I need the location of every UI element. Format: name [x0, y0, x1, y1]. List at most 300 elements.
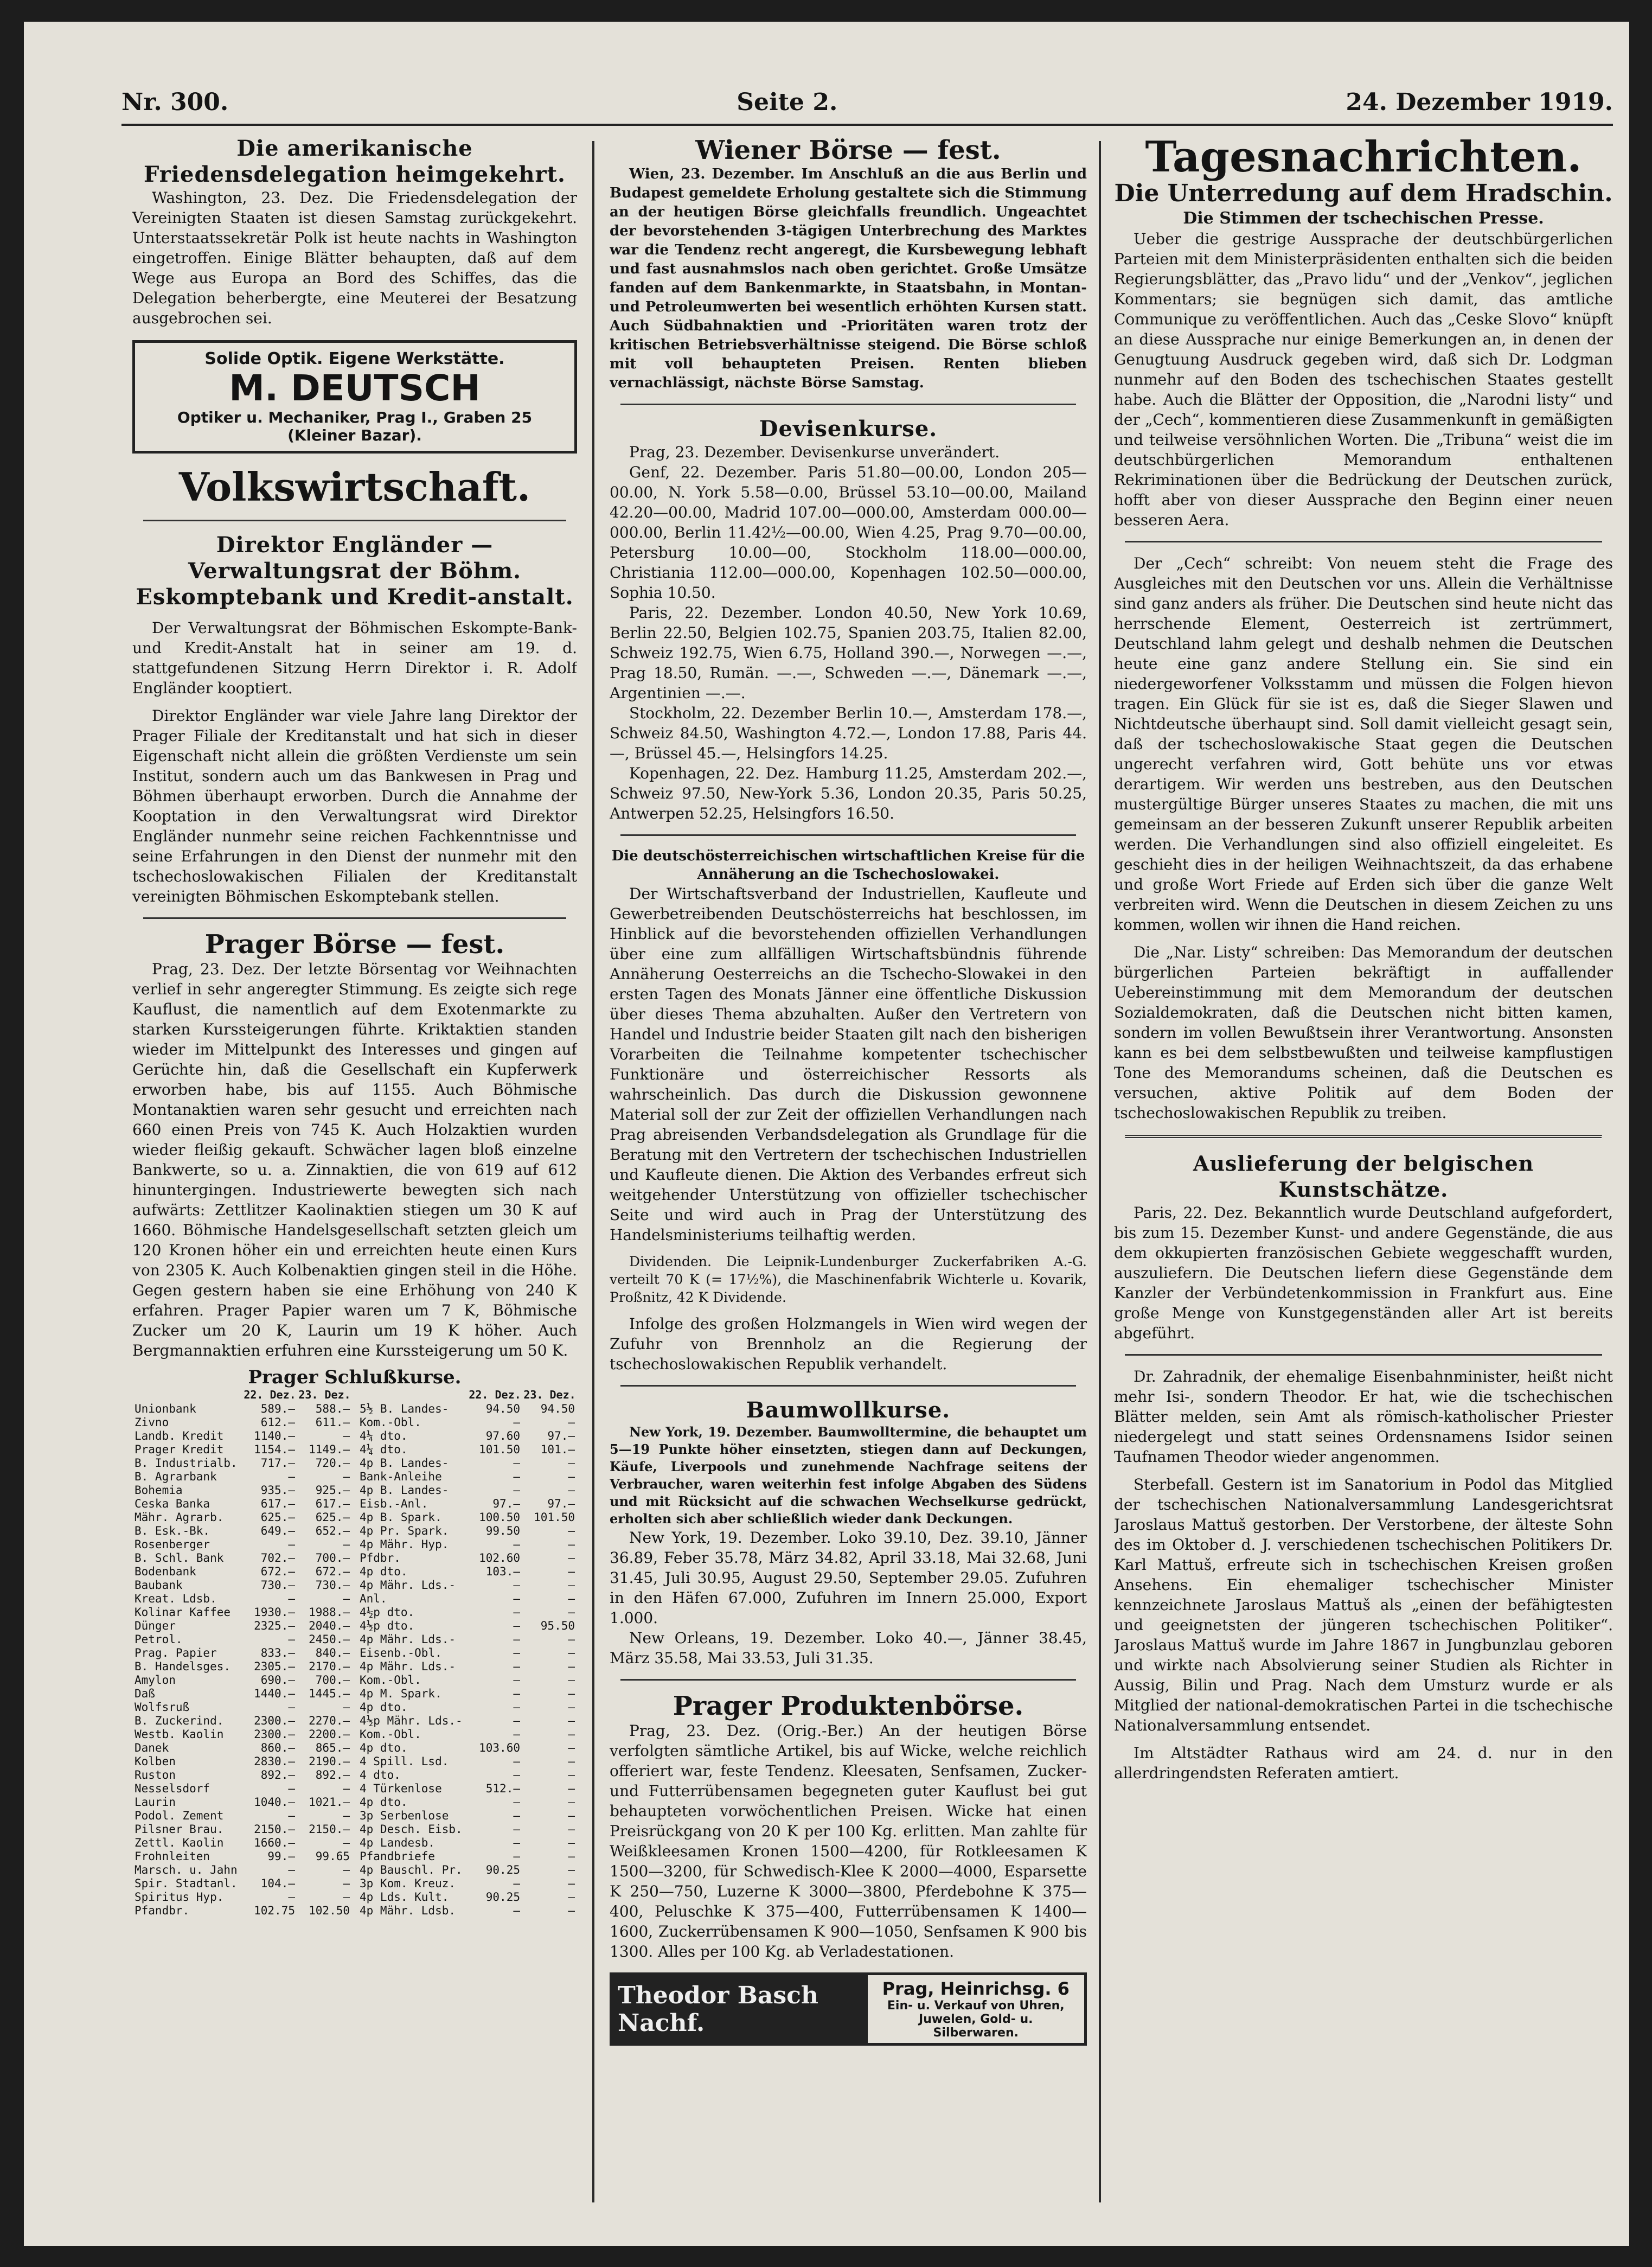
security-name: Nesselsdorf	[135, 1782, 210, 1795]
kurse-row	[132, 1402, 352, 1416]
security-price: —	[288, 1470, 295, 1483]
security-price: —	[513, 1457, 520, 1470]
security-price: —	[513, 1619, 520, 1632]
kurse-row	[357, 1768, 577, 1782]
kurse-row	[357, 1416, 577, 1429]
security-name: 4½p dto.	[360, 1606, 415, 1619]
security-price: 702.—	[260, 1551, 295, 1564]
article-paragraph: Ueber die gestrige Aussprache der deutschbürgerlichen Parteien mit dem Ministerpräsidenten enthalten sich die beiden Regierungsblätter, das „Pravo lidu“ und der „Venkov“, jeglichen Kommentars; sie begnügen sich damit, das amtliche Communique zu veröffentlichen. Auch das „Ceske Slovo“ knüpft an diese Aussprache nur einige Bemerkungen an, in denen der Genugtuung Ausdruck gegeben wird, daß sich Dr. Lodgman nunmehr auf den Boden des tschechischen Staates gestellt habe. Auch die Blätter der Opposition, die „Narodni listy“ und der „Cech“, kommentieren diese Zusammenkunft in gemäßigten und teilweise versöhnlichen Worten. Die „Tribuna“ weist die im deutschbürgerlichen Memorandum enthaltenen Rekriminationen über die Bedrückung der Deutschen zurück, hofft aber von dieser Aussprache den Beginn einer neuen besseren Aera.	[1114, 230, 1613, 529]
security-price: 625.—	[260, 1511, 295, 1524]
security-price: —	[568, 1823, 575, 1836]
kurse-row	[132, 1579, 352, 1592]
column-2	[610, 136, 1087, 2197]
security-name: Pfdbr.	[360, 1551, 401, 1564]
security-price: —	[513, 1416, 520, 1429]
security-price: —	[288, 1809, 295, 1822]
security-name: Frohnleiten	[135, 1850, 210, 1863]
kurse-row	[132, 1660, 352, 1674]
article-paragraph: Genf, 22. Dezember. Paris 51.80—00.00, London 205—00.00, N. York 5.58—0.00, Brüssel 53.10—00.00, Mailand 42.20—00.00, Madrid 107.00—000.00, Amsterdam 000.00—000.00, Berlin 11.42½—00.00, Wien 4.25, Prag 9.70—00.00, Petersburg 10.00—00, Stockholm 118.00—000.00, Christiania 112.00—000.00, Kopenhagen 102.50—000.00, Sophia 10.50.	[610, 463, 1087, 602]
article-title: Devisenkurse.	[759, 416, 938, 442]
security-price: 1660.—	[254, 1836, 295, 1849]
security-price: —	[288, 1701, 295, 1714]
page-header	[121, 80, 1613, 126]
security-price: —	[343, 1782, 350, 1795]
security-name: Baubank	[135, 1579, 183, 1592]
kurse-row	[357, 1565, 577, 1579]
article-paragraph: Der Verwaltungsrat der Böhmischen Eskompte-Bank- und Kredit-Anstalt hat in seiner am 19. d. stattgefundenen Sitzung Herrn Direktor i. R. Adolf Engländer kooptiert.	[132, 619, 577, 697]
security-price: —	[568, 1687, 575, 1700]
security-price: 101.50	[479, 1443, 520, 1456]
article-paragraph: New Orleans, 19. Dezember. Loko 40.—, Jänner 38.45, März 35.58, Mai 33.53, Juli 31.35.	[610, 1629, 1087, 1667]
security-price: 589.—	[260, 1402, 295, 1415]
security-price: 1440.—	[254, 1687, 295, 1700]
security-price: —	[513, 1701, 520, 1714]
ad-name: Theodor Basch Nachf.	[612, 1975, 868, 2043]
security-name: Marsch. u. Jahn	[135, 1863, 238, 1876]
security-price: 717.—	[260, 1457, 295, 1470]
security-price: 2830.—	[254, 1755, 295, 1768]
security-price: —	[568, 1633, 575, 1646]
security-name: Bank-Anleihe	[360, 1470, 442, 1483]
security-price: —	[568, 1796, 575, 1809]
divider	[1125, 1135, 1602, 1139]
kurse-row	[132, 1850, 352, 1863]
kurse-row	[357, 1402, 577, 1416]
security-price: —	[513, 1850, 520, 1863]
security-price: 1154.—	[254, 1443, 295, 1456]
security-name: 4p Mähr. Lds.-	[360, 1633, 456, 1646]
kurse-row	[132, 1904, 352, 1918]
security-name: 4p B. Landes-	[360, 1484, 449, 1497]
security-name: 4p dto.	[360, 1741, 408, 1754]
kurse-row	[132, 1741, 352, 1755]
security-price: —	[288, 1891, 295, 1904]
security-price: 2170.—	[309, 1660, 350, 1673]
kurse-row	[357, 1579, 577, 1592]
security-price: 95.50	[540, 1619, 575, 1632]
security-price: 2300.—	[254, 1728, 295, 1741]
kurse-table-left	[132, 1388, 352, 1918]
article-title: Auslieferung der belgischen Kunstschätze.	[1193, 1151, 1534, 1202]
security-price: 833.—	[260, 1646, 295, 1659]
security-name: Laurin	[135, 1796, 176, 1809]
article-title: Direktor Engländer — Verwaltungsrat der Böhm. Eskomptebank und Kredit-anstalt.	[136, 532, 574, 610]
kurse-row	[357, 1741, 577, 1755]
article-paragraph: Sterbefall. Gestern ist im Sanatorium in Podol das Mitglied der tschechischen Nationalversammlung Landesgerichtsrat Jaroslaus Mattuš gestorben. Der Verstorbene, der älteste Sohn des im Oktober d. J. verschiedenen tschechischen Politikers Dr. Karl Mattuš, erfreute sich in tschechischen Kreisen großen Ansehens. Ein ehemaliger tschechischer Minister kennzeichnete Jaroslaus Mattuš als „einen der befähigtesten und geeignetsten der jüngeren tschechischen Politiker“. Jaroslaus Mattuš wurde im Jahre 1867 in Jungbunzlau geboren und wirkte nach Absolvierung seiner Studien als Richter in Aussig, Bilin und Prag. Nach dem Umsturz wurde er als Mitglied der national-demokratischen Partei in die tschechische Nationalversammlung entsendet.	[1114, 1476, 1613, 1734]
prager-schlusskurse	[132, 1367, 577, 1918]
security-name: B. Handelsges.	[135, 1660, 231, 1673]
security-price: —	[568, 1457, 575, 1470]
article-paragraph: Die „Nar. Listy“ schreiben: Das Memorandum der deutschen bürgerlichen Parteien bekräftigt in auffallender Uebereinstimmung mit dem Memorandum der deutschen Sozialdemokraten, daß die Deutschen nicht bitten kamen, sondern im vollen Bewußtsein ihrer Verantwortung. Ansonsten kann es bei dem selbstbewußten und teilweise kampflustigen Tone des Memorandums scheinen, daß die Deutschen es versuchen, aktive Politik auf dem Boden der tschechoslowakischen Republik zu treiben.	[1114, 943, 1613, 1122]
ad-location: (Kleiner Bazar).	[287, 426, 422, 444]
kurse-row	[132, 1511, 352, 1524]
security-price: —	[513, 1579, 520, 1592]
article-paragraph: New York, 19. Dezember. Loko 39.10, Dez. 39.10, Jänner 36.89, Feber 35.78, März 34.82, April 33.18, Mai 32.68, Juni 31.45, Juli 30.95, August 29.50, September 29.05. Zufuhren in den Häfen 67.000, Zufuhren im Innern 25.000, Export 1.000.	[610, 1529, 1087, 1627]
kurse-row	[132, 1497, 352, 1511]
article-paragraph: Paris, 22. Dezember. London 40.50, New York 10.69, Berlin 22.50, Belgien 102.75, Spanien 203.75, Italien 82.00, Schweiz 192.75, Wien 6.75, Holland 390.—, Norwegen —.—, Prag 18.50, Rumän. —.—, Schweden —.—, Dänemark —.—, Argentinien —.—.	[610, 604, 1087, 702]
divider	[143, 520, 566, 521]
security-price: —	[568, 1728, 575, 1741]
security-price: 99.50	[485, 1524, 520, 1537]
security-price: 99.—	[267, 1850, 295, 1863]
security-name: Eisenb.-Obl.	[360, 1646, 442, 1659]
security-price: 2300.—	[254, 1714, 295, 1727]
table-title: Prager Schlußkurse.	[248, 1366, 462, 1388]
security-price: —	[568, 1741, 575, 1754]
security-name: 4p Desch. Eisb.	[360, 1823, 463, 1836]
kurse-row	[357, 1782, 577, 1796]
security-price: 100.50	[479, 1511, 520, 1524]
ad-name: M. DEUTSCH	[229, 367, 481, 409]
kurse-row	[357, 1538, 577, 1551]
kurse-row	[132, 1687, 352, 1701]
security-name: Kolben	[135, 1755, 176, 1768]
security-price: 925.—	[315, 1484, 350, 1497]
kurse-row	[357, 1863, 577, 1877]
security-name: 4p dto.	[360, 1796, 408, 1809]
security-price: 611.—	[315, 1416, 350, 1429]
article-title: Baumwollkurse.	[746, 1397, 951, 1423]
kurse-row	[132, 1592, 352, 1606]
security-price: 2305.—	[254, 1660, 295, 1673]
security-price: —	[343, 1429, 350, 1442]
security-price: —	[568, 1768, 575, 1781]
article-body: Prag, 23. Dez. (Orig.-Ber.) An der heutigen Börse verfolgten sämtliche Artikel, bis auf Wicke, welche reichlich offeriert war, feste Tendenz. Kleesaten, Senfsamen, Zucker- und Futterrübensamen begegneten guter Kauflust bei gut behaupteten vorwöchentlichen Preisen. Wicke hat einen Preisrückgang von 20 K per 100 Kg. erlitten. Man zahlte für Weißkleesamen Kronen 1500—4200, für Rotkleesamen K 1500—3200, für Schwedisch-Klee K 2000—4000, Esparsette K 250—750, Luzerne K 3000—3800, Pferdebohne K 375—400, Peluschke K 375—400, Futterrübensamen K 1400—1600, Zuckerrübensamen K 900—1050, Senfsamen K 900 bis 1300. Alles per 100 Kg. ab Verladestationen.	[610, 1722, 1087, 1961]
ad-line: Ein- u. Verkauf von Uhren,	[887, 1999, 1065, 2013]
newspaper-page	[24, 22, 1629, 2246]
security-price: —	[568, 1674, 575, 1687]
security-price: 649.—	[260, 1524, 295, 1537]
security-price: —	[568, 1836, 575, 1849]
security-name: Zettl. Kaolin	[135, 1836, 224, 1849]
security-price: 2150.—	[254, 1823, 295, 1836]
divider	[620, 404, 1076, 405]
security-price: —	[343, 1891, 350, 1904]
security-price: 102.50	[309, 1904, 350, 1917]
security-price: 700.—	[315, 1674, 350, 1687]
security-price: —	[568, 1714, 575, 1727]
security-price: —	[343, 1877, 350, 1890]
security-name: Dünger	[135, 1619, 176, 1632]
security-price: —	[568, 1470, 575, 1483]
article-friedensdelegation	[132, 136, 577, 328]
security-price: —	[568, 1850, 575, 1863]
column-rule-1	[592, 141, 594, 2202]
security-price: 1930.—	[254, 1606, 295, 1619]
security-price: 892.—	[315, 1768, 350, 1781]
security-price: 101.—	[540, 1443, 575, 1456]
security-name: Ruston	[135, 1768, 176, 1781]
security-price: —	[513, 1755, 520, 1768]
kurse-row	[132, 1443, 352, 1457]
column-3	[1114, 136, 1613, 2197]
kurse-row	[357, 1429, 577, 1443]
security-name: 4p Landesb.	[360, 1836, 436, 1849]
section-title-tagesnachrichten: Tagesnachrichten.	[1145, 136, 1582, 182]
kurse-row	[357, 1443, 577, 1457]
ad-theodor-basch	[610, 1972, 1087, 2046]
kurse-row	[132, 1646, 352, 1660]
article-kurzmeldungen	[1114, 1366, 1613, 1783]
security-price: 720.—	[315, 1457, 350, 1470]
security-price: 2200.—	[309, 1728, 350, 1741]
kurse-row	[132, 1891, 352, 1904]
security-price: —	[343, 1470, 350, 1483]
security-name: 4p Mähr. Lds.-	[360, 1579, 456, 1592]
security-price: 588.—	[315, 1402, 350, 1415]
security-name: Prag. Papier	[135, 1646, 217, 1659]
security-price: 2270.—	[309, 1714, 350, 1727]
article-body: Der Wirtschaftsverband der Industriellen, Kaufleute und Gewerbetreibenden Deutschösterreichs hat beschlossen, im Hinblick auf die bevorstehenden offiziellen Verhandlungen über eine zum allfälligen Wirtschaftsbündnis führende Annäherung Oesterreichs an die Tschecho-Slowakei in den ersten Tagen des Monats Jänner eine öffentliche Diskussion über dieses Thema abzuhalten. Außer den Vertretern von Handel und Industrie beider Staaten gilt nach den bisherigen Vorarbeiten die Teilnahme kompetenter tschechischer Funktionäre und österreichischer Ressorts als wahrscheinlich. Das durch die Diskussion gewonnene Material soll der zur Zeit der offiziellen Verhandlungen nach Prag abreisenden Verbandsdelegation als Grundlage für die Beratung mit den Vertretern der tschechischen Industriellen und Kaufleute dienen. Die Aktion des Verbandes erfreut sich weitgehender Unterstützung von offizieller tschechischer Seite und wird auch in Prag der Unterstützung des Handelsministeriums teilhaftig werden.	[610, 885, 1087, 1244]
article-englaender	[132, 532, 577, 906]
section-title-volkswirtschaft: Volkswirtschaft.	[178, 464, 531, 510]
ad-tagline: Solide Optik. Eigene Werkstätte.	[204, 349, 505, 368]
security-name: 4p Mähr. Lds.-	[360, 1660, 456, 1673]
article-body: Prag, 23. Dez. Der letzte Börsentag vor Weihnachten verlief in sehr angeregter Stimmung. Es zeigte sich rege Kauflust, die namentlich auf dem Exotenmarkte zu starken Kurssteigerungen führte. Kriktaktien standen wieder im Mittelpunkt des Interesses und gingen auf Gerüchte hin, daß die Gesellschaft ein Kupferwerk erworben habe, bis auf 1155. Auch Böhmische Montanaktien waren sehr gesucht und erreichten nach 660 einen Preis von 745 K. Auch Holzaktien wurden wieder fleißig gekauft. Schwächer lagen bloß einzelne Bankwerte, so u. a. Zinnaktien, die von 619 auf 612 hinuntergingen. Industriewerte bewegten sich nach aufwärts: Zettlitzer Kaolinaktien stiegen um 30 K auf 1660. Böhmische Handelsgesellschaft setzten gleich um 120 Kronen höher ein und erreichten heute einen Kurs von 2305 K. Auch Kolbenaktien gingen steil in die Höhe. Gegen gestern haben sie eine Erhöhung von 240 K erfahren. Prager Papier waren um 7 K, Böhmische Zucker um 20 K, Laurin um 19 K höher. Auch Bergmannaktien erfuhren eine Kurssteigerung um 50 K.	[132, 960, 577, 1359]
security-price: 102.60	[479, 1551, 520, 1564]
divider	[1125, 1354, 1602, 1356]
security-price: —	[343, 1809, 350, 1822]
security-price: —	[513, 1484, 520, 1497]
security-name: 4p dto.	[360, 1565, 408, 1578]
kurse-row	[357, 1606, 577, 1619]
security-price: 652.—	[315, 1524, 350, 1537]
column-header: 23. Dez.	[523, 1388, 576, 1401]
ad-address: Optiker u. Mechaniker, Prag I., Graben 25	[177, 408, 533, 426]
security-name: 4 Türkenlose	[360, 1782, 442, 1795]
article-title: Prager Produktenbörse.	[673, 1691, 1024, 1721]
security-name: Landb. Kredit	[135, 1429, 224, 1442]
divider	[620, 834, 1076, 836]
kurse-row	[357, 1850, 577, 1863]
security-price: —	[513, 1538, 520, 1551]
security-price: —	[513, 1714, 520, 1727]
ad-address: Prag, Heinrichsg. 6	[882, 1978, 1070, 1999]
security-price: 102.75	[254, 1904, 295, 1917]
security-name: Daß	[135, 1687, 155, 1700]
divider	[620, 1679, 1076, 1681]
security-name: 4½p Mähr. Lds.-	[360, 1714, 463, 1727]
security-name: Kom.-Obl.	[360, 1674, 421, 1687]
security-name: 5½ B. Landes-	[360, 1402, 449, 1415]
kurse-row	[132, 1565, 352, 1579]
security-price: —	[513, 1877, 520, 1890]
security-price: 101.50	[534, 1511, 575, 1524]
security-name: Petrol.	[135, 1633, 183, 1646]
security-price: 1149.—	[309, 1443, 350, 1456]
article-title: Prager Börse — fest.	[204, 929, 505, 960]
security-name: Westb. Kaolin	[135, 1728, 224, 1741]
kurse-row	[357, 1484, 577, 1497]
kurse-row	[132, 1755, 352, 1768]
article-title: Die amerikanische Friedensdelegation heimgekehrt.	[144, 136, 566, 187]
security-price: 104.—	[260, 1877, 295, 1890]
article-paragraph: Direktor Engländer war viele Jahre lang Direktor der Prager Filiale der Kreditanstalt und hat sich in dieser Eigenschaft nicht allein die größten Verdienste um sein Institut, sondern auch um das Bankwesen in Prag und Böhmen überhaupt erworben. Durch die Annahme der Kooptation in den Verwaltungsrat wird Direktor Engländer nunmehr seine reichen Fachkenntnisse und seine Erfahrungen in den Dienst der nunmehr mit den tschechoslowakischen Filialen der Kreditanstalt vereinigten Böhmischen Eskomptebank stellen.	[132, 707, 577, 905]
kurse-row	[132, 1714, 352, 1728]
kurse-row	[357, 1755, 577, 1768]
security-price: —	[513, 1606, 520, 1619]
security-name: Amylon	[135, 1674, 176, 1687]
article-wiener-boerse	[610, 136, 1087, 393]
kurse-row	[357, 1457, 577, 1470]
security-name: Prager Kredit	[135, 1443, 224, 1456]
security-price: —	[343, 1592, 350, 1605]
security-price: —	[513, 1674, 520, 1687]
kurse-row	[132, 1877, 352, 1891]
article-paragraph: New York, 19. Dezember. Baumwolltermine, die behauptet um 5—19 Punkte höher einsetzten, stiegen dann auf Deckungen, Käufe, Liverpools und zunehmende Nachfrage seitens der Verbraucher, waren weiterhin fest infolge Abgaben des Südens und mit Rücksicht auf die schwachen Wechselkurse gedrückt, erholten sich aber schließlich wieder dank Deckungen.	[610, 1424, 1087, 1527]
security-name: Ceska Banka	[135, 1497, 210, 1510]
security-price: 672.—	[315, 1565, 350, 1578]
security-price: 99.65	[315, 1850, 350, 1863]
security-price: 94.50	[540, 1402, 575, 1415]
security-name: Spiritus Hyp.	[135, 1891, 224, 1904]
kurse-row	[357, 1592, 577, 1606]
security-price: —	[513, 1592, 520, 1605]
security-price: 730.—	[315, 1579, 350, 1592]
article-paragraph: Stockholm, 22. Dezember Berlin 10.—, Amsterdam 178.—, Schweiz 84.50, Washington 4.72.—, London 17.88, Paris 44.—, Brüssel 45.—, Helsingfors 14.25.	[610, 704, 1087, 762]
security-price: 1988.—	[309, 1606, 350, 1619]
kurse-row	[132, 1470, 352, 1484]
security-price: 617.—	[260, 1497, 295, 1510]
kurse-row	[132, 1551, 352, 1565]
security-price: 2040.—	[309, 1619, 350, 1632]
security-name: B. Industrialb.	[135, 1457, 238, 1470]
security-name: 4 dto.	[360, 1768, 401, 1781]
article-annaeherung	[610, 847, 1087, 1374]
article-body: Paris, 22. Dez. Bekanntlich wurde Deutschland aufgefordert, bis zum 15. Dezember Kunst- und andere Gegenstände, die aus dem okkupierten französischen Gebiete weggeschafft wurden, auszuliefern. Die Deutschen liefern diese Gegenstände dem Kanzler der Verbündetenkommission in Frankfurt aus. Eine große Menge von Kunstgegenständen aller Art ist bereits abgeführt.	[1114, 1204, 1613, 1342]
security-name: Podol. Zement	[135, 1809, 224, 1822]
security-price: 840.—	[315, 1646, 350, 1659]
kurse-row	[357, 1904, 577, 1918]
security-name: Spir. Stadtanl.	[135, 1877, 238, 1890]
security-price: 2150.—	[309, 1823, 350, 1836]
security-price: —	[343, 1836, 350, 1849]
security-price: 94.50	[485, 1402, 520, 1415]
article-prager-boerse	[132, 930, 577, 1361]
kurse-row	[357, 1511, 577, 1524]
security-name: Wolfsruß	[135, 1701, 190, 1714]
article-devisenkurse	[610, 416, 1087, 823]
kurse-row	[357, 1660, 577, 1674]
security-price: 2450.—	[309, 1633, 350, 1646]
security-price: —	[568, 1646, 575, 1659]
security-name: B. Agrarbank	[135, 1470, 217, 1483]
security-price: —	[343, 1863, 350, 1876]
security-name: Pilsner Brau.	[135, 1823, 224, 1836]
security-price: —	[568, 1809, 575, 1822]
security-price: —	[288, 1633, 295, 1646]
kurse-row	[357, 1796, 577, 1809]
security-price: —	[343, 1701, 350, 1714]
security-price: —	[568, 1891, 575, 1904]
security-name: 4 Spill. Lsd.	[360, 1755, 449, 1768]
article-paragraph: Der „Cech“ schreibt: Von neuem steht die Frage des Ausgleiches mit den Deutschen vor uns. Allein die Verhältnisse sind ganz anders als früher. Die Deutschen sind heute nicht das herrschende Element, Oesterreich ist zertrümmert, Deutschland lahm gelegt und deshalb nehmen die Deutschen heute eine ganz andere Stellung ein. Sie sind ein niedergeworfener Volksstamm und müssen die Folgen hievon tragen. Ein Glück für sie ist es, daß die Sieger Slawen und Nichtdeutsche überhaupt sind. Soll damit vielleicht gesagt sein, daß der tschechoslowakische Staat gegen die Deutschen ungerecht verfahren wird, Gott behüte uns vor etwas derartigem. Wir werden uns bestreben, aus den Deutschen mustergültige Bürger unseres Staates zu machen, die mit uns gemeinsam an der besseren Zukunft unserer Republik arbeiten werden. Die Verhandlungen sind also offiziell eingeleitet. Es geschieht dies in der heiligen Weihnachtszeit, da das erhabene und große Wort Friede auf Erden sich über die ganze Welt verbreiten wird. Wenn die Deutschen in diesem Zeichen zu uns kommen, wollen wir ihnen die Hand reichen.	[1114, 554, 1613, 934]
divider	[1125, 541, 1602, 542]
security-name: Kolinar Kaffee	[135, 1606, 231, 1619]
security-price: 97.60	[485, 1429, 520, 1442]
security-name: 4p Mähr. Ldsb.	[360, 1904, 456, 1917]
kurse-row	[357, 1836, 577, 1850]
kurse-row	[132, 1633, 352, 1646]
security-name: B. Esk.-Bk.	[135, 1524, 210, 1537]
ad-details	[868, 1975, 1084, 2043]
article-body: Washington, 23. Dez. Die Friedensdelegation der Vereinigten Staaten ist diesen Samstag zurückgekehrt. Unterstaatssekretär Polk ist heute nachts in Washington eingetroffen. Einige Blätter behaupten, daß auf dem Wege aus Europa an Bord des Schiffes, das die Delegation beherbergte, eine Meuterei der Besatzung ausgebrochen sei.	[132, 189, 577, 327]
security-price: 730.—	[260, 1579, 295, 1592]
security-price: —	[568, 1551, 575, 1564]
security-name: 4¼ dto.	[360, 1443, 408, 1456]
column-1	[132, 136, 577, 2197]
kurse-row	[357, 1823, 577, 1836]
security-price: 672.—	[260, 1565, 295, 1578]
security-price: —	[513, 1633, 520, 1646]
security-name: B. Zuckerind.	[135, 1714, 224, 1727]
kurse-row	[357, 1619, 577, 1633]
security-price: 865.—	[315, 1741, 350, 1754]
kurse-row	[132, 1768, 352, 1782]
article-subtitle: Die Stimmen der tschechischen Presse.	[1183, 209, 1544, 228]
security-price: —	[288, 1538, 295, 1551]
security-price: 1445.—	[309, 1687, 350, 1700]
security-price: —	[513, 1728, 520, 1741]
security-name: Kom.-Obl.	[360, 1416, 421, 1429]
security-price: 90.25	[485, 1863, 520, 1876]
article-title: Wiener Börse — fest.	[695, 136, 1001, 165]
article-paragraph: Im Altstädter Rathaus wird am 24. d. nur in den allerdringendsten Referaten amtiert.	[1114, 1744, 1613, 1782]
kurse-row	[357, 1809, 577, 1823]
divider	[143, 917, 566, 919]
security-name: Kom.-Obl.	[360, 1728, 421, 1741]
security-price: —	[513, 1646, 520, 1659]
column-rule-2	[1099, 141, 1101, 2202]
kurse-row	[357, 1470, 577, 1484]
article-body: Wien, 23. Dezember. Im Anschluß an die aus Berlin und Budapest gemeldete Erholung gestaltete sich die Stimmung an der heutigen Börse gleichfalls freundlich. Ungeachtet der bevorstehenden 3-tägigen Unterbrechung des Marktes war die Tendenz recht angeregt, die Kursbewegung lebhaft und fast ausnahmslos nach oben gerichtet. Große Umsätze fanden auf dem Bankenmarkte, in Staatsbahn, in Montan- und Petroleumwerten bei wesentlich erhöhten Kursen statt. Auch Südbahnaktien und -Prioritäten waren trotz der kritischen Betriebsverhältnisse steigend. Die Börse schloß mit voll behaupteten Preisen. Renten blieben vernachlässigt, nächste Börse Samstag.	[610, 166, 1087, 391]
kurse-row	[357, 1891, 577, 1904]
security-name: 4p B. Landes-	[360, 1457, 449, 1470]
security-name: 3p Kom. Kreuz.	[360, 1877, 456, 1890]
security-price: —	[568, 1606, 575, 1619]
security-price: —	[513, 1768, 520, 1781]
security-name: Danek	[135, 1741, 169, 1754]
kurse-row	[357, 1497, 577, 1511]
security-price: —	[568, 1484, 575, 1497]
kurse-row	[132, 1823, 352, 1836]
security-price: —	[568, 1701, 575, 1714]
article-title: Die Unterredung auf dem Hradschin.	[1114, 180, 1613, 207]
security-price: —	[568, 1782, 575, 1795]
kurse-row	[132, 1728, 352, 1741]
kurse-row	[132, 1416, 352, 1429]
security-name: 4p B. Spark.	[360, 1511, 442, 1524]
kurse-row	[357, 1633, 577, 1646]
column-header: 23. Dez.	[298, 1388, 351, 1401]
kurse-row	[357, 1728, 577, 1741]
security-price: —	[568, 1877, 575, 1890]
security-price: 90.25	[485, 1891, 520, 1904]
security-price: —	[288, 1782, 295, 1795]
security-price: 892.—	[260, 1768, 295, 1781]
kurse-row	[132, 1429, 352, 1443]
article-produktenboerse	[610, 1691, 1087, 1962]
kurse-row	[132, 1782, 352, 1796]
security-price: —	[568, 1660, 575, 1673]
security-price: —	[513, 1904, 520, 1917]
security-price: —	[568, 1579, 575, 1592]
kurse-row	[132, 1524, 352, 1538]
kurse-row	[357, 1877, 577, 1891]
page-number: Seite 2.	[737, 88, 838, 116]
kurse-row	[357, 1674, 577, 1687]
security-price: 97.—	[492, 1497, 520, 1510]
